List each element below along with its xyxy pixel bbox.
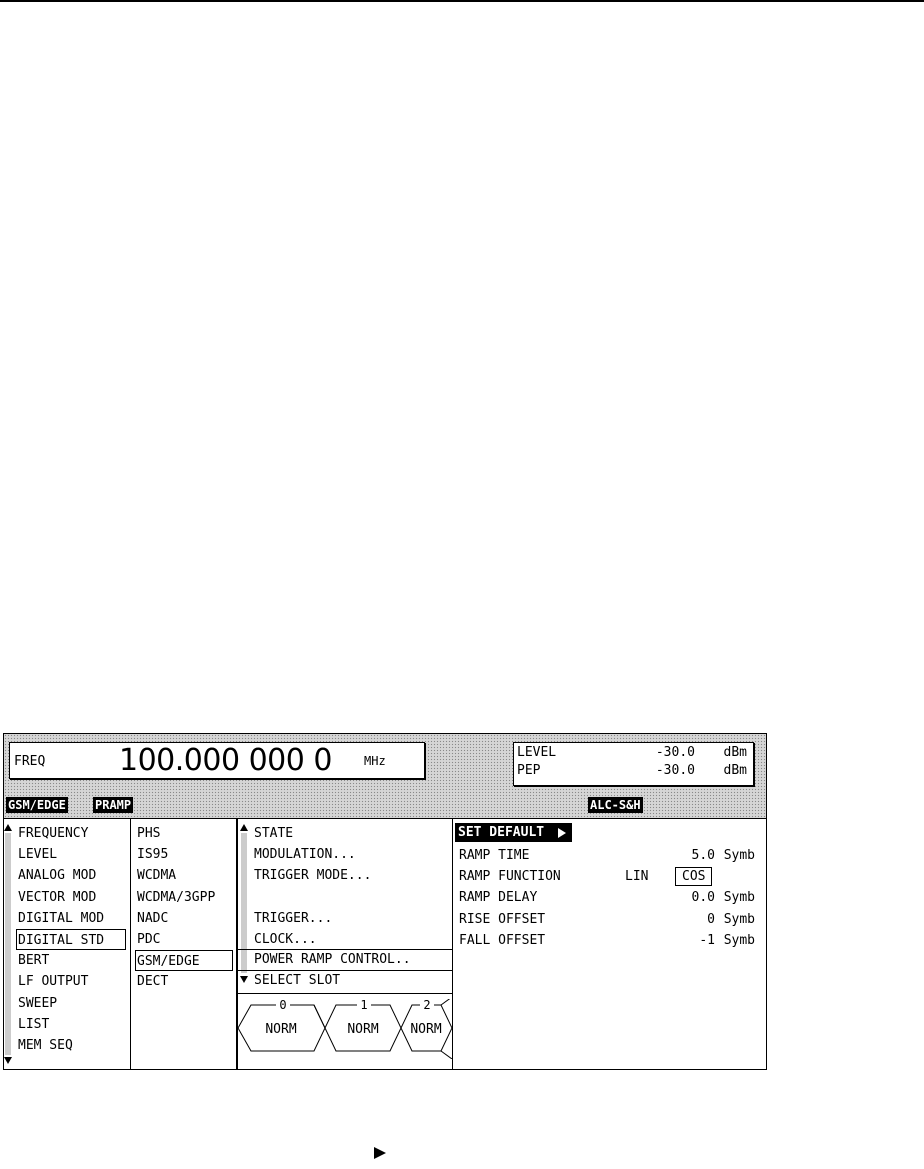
gsm-item-trigger[interactable]: TRIGGER... xyxy=(254,911,333,926)
menu-item-analog-mod[interactable]: ANALOG MOD xyxy=(18,868,97,883)
menu-item-list[interactable]: LIST xyxy=(18,1017,50,1032)
main-menu-scrollbar[interactable] xyxy=(5,833,11,1055)
ramp-function-label: RAMP FUNCTION xyxy=(459,869,561,884)
menu-item-bert[interactable]: BERT xyxy=(18,953,50,968)
pep-value: -30.0 xyxy=(655,763,695,778)
ramp-function-cos-option[interactable]: COS xyxy=(675,867,712,886)
status-tag-gsm-edge: GSM/EDGE xyxy=(8,798,66,812)
ramp-time-row[interactable] xyxy=(459,845,755,866)
freq-unit: MHz xyxy=(364,754,386,768)
std-item-is95[interactable]: IS95 xyxy=(137,847,169,862)
rise-offset-label: RISE OFFSET xyxy=(459,912,546,927)
scroll-down-icon[interactable] xyxy=(240,976,248,983)
slot-1-type[interactable]: NORM xyxy=(347,1022,379,1037)
pep-unit: dBm xyxy=(723,763,747,778)
scroll-down-icon[interactable] xyxy=(4,1057,12,1064)
set-default-label: SET DEFAULT xyxy=(458,825,545,840)
rise-offset-unit: Symb xyxy=(723,912,755,927)
status-tag-pramp: PRAMP xyxy=(95,798,132,812)
ramp-delay-unit: Symb xyxy=(723,890,755,905)
gsm-item-select-slot[interactable]: SELECT SLOT xyxy=(254,973,341,988)
frequency-field[interactable] xyxy=(9,742,425,779)
std-item-gsm-edge[interactable]: GSM/EDGE xyxy=(135,950,233,971)
ramp-function-row[interactable] xyxy=(459,866,755,887)
level-value: -30.0 xyxy=(655,745,695,760)
ramp-time-value[interactable]: 5.0 xyxy=(691,848,715,863)
gsm-item-modulation[interactable]: MODULATION... xyxy=(254,847,356,862)
pep-label: PEP xyxy=(517,763,541,778)
std-item-phs[interactable]: PHS xyxy=(137,826,161,841)
level-field[interactable] xyxy=(513,742,754,786)
std-item-pdc[interactable]: PDC xyxy=(137,932,161,947)
main-menu xyxy=(4,819,131,1070)
menu-item-mem-seq[interactable]: MEM SEQ xyxy=(18,1038,73,1053)
level-label: LEVEL xyxy=(517,745,557,760)
instrument-display xyxy=(3,733,767,1070)
rise-offset-row[interactable] xyxy=(459,909,755,930)
triangle-right-icon xyxy=(558,828,566,838)
menu-item-vector-mod[interactable]: VECTOR MOD xyxy=(18,890,97,905)
slot-2-type[interactable]: NORM xyxy=(410,1022,442,1037)
fall-offset-value[interactable]: -1 xyxy=(699,933,715,948)
menu-item-sweep[interactable]: SWEEP xyxy=(18,996,58,1011)
ramp-delay-value[interactable]: 0.0 xyxy=(691,890,715,905)
ramp-time-label: RAMP TIME xyxy=(459,848,530,863)
page-top-rule xyxy=(0,0,924,2)
menu-item-level[interactable]: LEVEL xyxy=(18,847,58,862)
gsm-item-trigger-mode[interactable]: TRIGGER MODE... xyxy=(254,868,372,883)
status-tag-alc: ALC-S&H xyxy=(590,798,641,812)
menu-item-frequency[interactable]: FREQUENCY xyxy=(18,826,89,841)
gsm-edge-menu xyxy=(238,819,453,1070)
freq-label: FREQ xyxy=(14,754,46,769)
std-item-wcdma[interactable]: WCDMA xyxy=(137,868,177,883)
freq-value: 100.000 000 0 xyxy=(119,743,332,778)
std-item-nadc[interactable]: NADC xyxy=(137,911,169,926)
menu-item-lf-output[interactable]: LF OUTPUT xyxy=(18,974,89,989)
scroll-up-icon[interactable] xyxy=(4,824,12,831)
gsm-item-clock[interactable]: CLOCK... xyxy=(254,932,317,947)
std-item-wcdma-3gpp[interactable]: WCDMA/3GPP xyxy=(137,890,216,905)
ramp-delay-row[interactable] xyxy=(459,887,755,908)
ramp-delay-label: RAMP DELAY xyxy=(459,890,538,905)
slot-divider xyxy=(238,993,452,994)
digital-std-menu xyxy=(131,819,238,1070)
display-header xyxy=(4,734,766,819)
fall-offset-unit: Symb xyxy=(723,933,755,948)
rise-offset-value[interactable]: 0 xyxy=(707,912,715,927)
level-row xyxy=(517,745,749,761)
set-default-button[interactable] xyxy=(455,823,572,842)
fall-offset-row[interactable] xyxy=(459,930,755,951)
slot-1-number: 1 xyxy=(360,999,368,1012)
gsm-item-state[interactable]: STATE xyxy=(254,826,294,841)
ramp-time-unit: Symb xyxy=(723,848,755,863)
slot-0-type[interactable]: NORM xyxy=(265,1022,297,1037)
pep-row xyxy=(517,763,749,779)
fall-offset-label: FALL OFFSET xyxy=(459,933,546,948)
slot-2-number: 2 xyxy=(423,999,431,1012)
std-item-dect[interactable]: DECT xyxy=(137,974,169,989)
triangle-right-icon xyxy=(372,1145,388,1165)
ramp-function-lin-option[interactable]: LIN xyxy=(625,869,649,884)
gsm-item-power-ramp-control[interactable]: POWER RAMP CONTROL.. xyxy=(254,952,411,967)
scroll-up-icon[interactable] xyxy=(240,824,248,831)
menu-item-digital-mod[interactable]: DIGITAL MOD xyxy=(18,911,105,926)
level-unit: dBm xyxy=(723,745,747,760)
power-ramp-panel xyxy=(453,819,766,1070)
slot-0-number: 0 xyxy=(279,999,287,1012)
slot-diagram xyxy=(238,999,452,1059)
menu-item-digital-std[interactable]: DIGITAL STD xyxy=(16,929,126,950)
